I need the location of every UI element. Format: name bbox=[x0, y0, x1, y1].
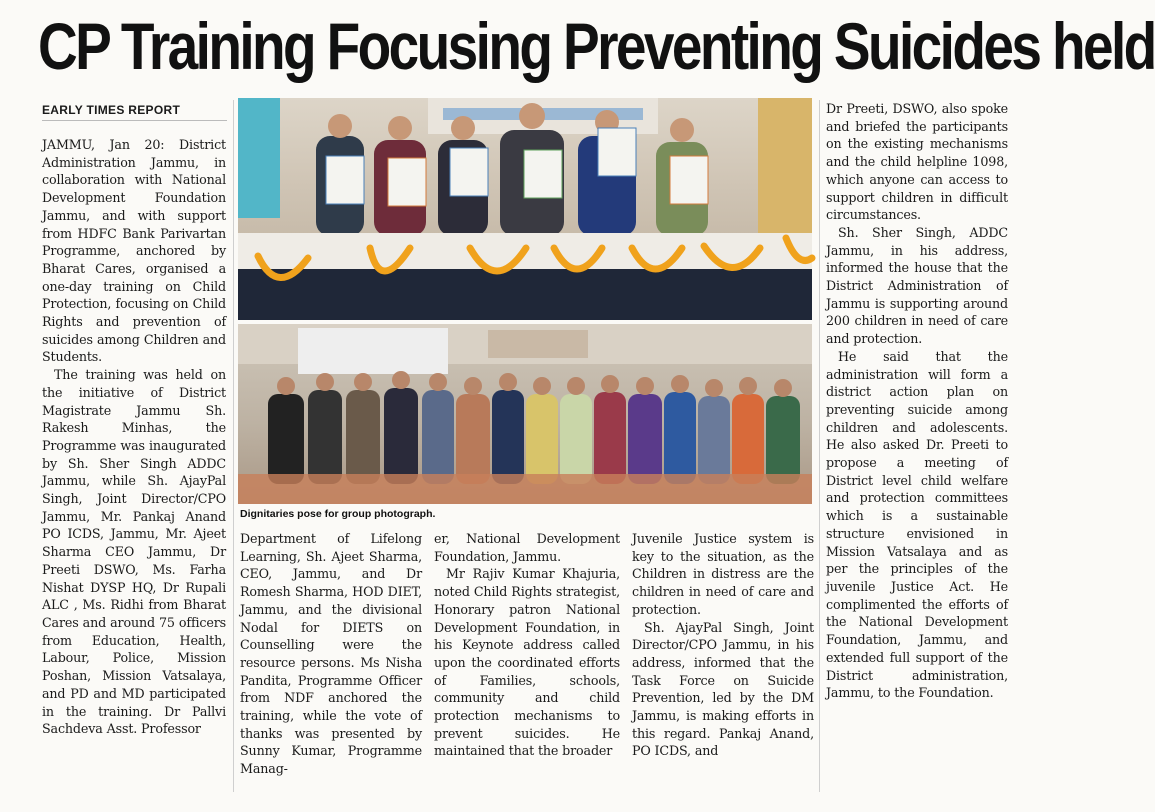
paragraph: er, National Development Foundation, Jammu. bbox=[434, 531, 620, 564]
group-photo-illustration bbox=[238, 324, 812, 504]
sofa-row bbox=[238, 474, 812, 504]
photo-block bbox=[238, 98, 812, 523]
paragraph: Mr Rajiv Kumar Khajuria, noted Child Rights strategist, Honorary patron National Development Foundation, in his Keynote address called upon the coordinated efforts of Families, schools, community and child protection mechanisms to prevent suicides. He maintained that the broader bbox=[434, 566, 620, 759]
article-column-5 bbox=[826, 100, 1008, 792]
paragraph: The training was held on the initiative of District Magistrate Jammu Sh. Rakesh Minhas, the Programme was inaugurated by Sh. Sher Singh ADDC Jammu, while Sh. AjayPal Singh, Joint Director/CPO Jammu, Mr. Pankaj Anand PO ICDS, Jammu, Mr. Ajeet Sharma CEO Jammu, Dr Preeti DSWO, Ms. Farha Nishat DYSP HQ, Dr Rupali ALC , Ms. Ridhi from Bharat Cares and around 75 officers from Education, Health, Labour, Police, Mission Poshan, Mission Vatsalaya, and PD and MD participated in the training. Dr Pallvi Sachdeva Asst. Professor bbox=[42, 367, 226, 737]
article-column-4 bbox=[632, 530, 814, 792]
stage-photo-illustration bbox=[238, 98, 812, 320]
projector-screen bbox=[238, 98, 280, 218]
crowd bbox=[268, 371, 800, 484]
paragraph: JAMMU, Jan 20: District Administration Jammu, in collaboration with National Development Foundation Jammu, and with support from HDFC Bank Parivartan Programme, anchored by Bharat Cares, organised a one-day training on Child Protection, focusing on Child Rights and prevention of suicides among Children and Students. bbox=[42, 137, 226, 365]
paragraph: Juvenile Justice system is key to the situation, as the Children in distress are the children in need of care and protection. bbox=[632, 531, 814, 617]
projector-screen bbox=[298, 328, 448, 374]
article-column-1 bbox=[42, 136, 226, 792]
paragraph: Sh. AjayPal Singh, Joint Director/CPO Jammu, in his address, informed that the Task Force on Suicide Prevention, led by the DM Jammu, is making efforts in this regard. Pankaj Anand, PO ICDS, and bbox=[632, 619, 814, 759]
paragraph: He said that the administration will form a district action plan on preventing suicide among children and adolescents. He also asked Dr. Preeti to propose a meeting of District level child welfare and protection committees which is a sustainable structure envisioned in Mission Vatsalaya and as per the principles of the juvenile Justice Act. He complimented the efforts of the National Development Foundation, Jammu, and extended full support of the District administration, Jammu, to the Foundation. bbox=[826, 348, 1008, 701]
column-divider bbox=[233, 100, 234, 792]
paragraph: Department of Lifelong Learning, Sh. Ajeet Sharma, CEO, Jammu, and Dr Romesh Sharma, HOD DIET, Jammu, and the divisional Nodal for DIETS on Counselling were the resource persons. Ms Nisha Pandita, Programme Officer from NDF anchored the training, while the vote of thanks was presented by Sunny Kumar, Programme Manag- bbox=[240, 531, 422, 777]
byline: EARLY TIMES REPORT bbox=[42, 103, 227, 121]
photo-caption: Dignitaries pose for group photograph. bbox=[238, 505, 814, 523]
column-divider bbox=[819, 100, 820, 792]
wall-panel bbox=[758, 98, 812, 238]
article-column-2 bbox=[240, 530, 422, 792]
table-skirt bbox=[238, 269, 812, 320]
banner bbox=[488, 330, 588, 358]
group-photo bbox=[238, 324, 812, 504]
article-column-3 bbox=[434, 530, 620, 792]
paragraph: Dr Preeti, DSWO, also spoke and briefed the participants on the existing mechanisms and the child helpline 1098, which anyone can access to support children in difficult circumstances. bbox=[826, 101, 1008, 223]
stage-photo bbox=[238, 98, 812, 320]
paragraph: Sh. Sher Singh, ADDC Jammu, in his address, informed the house that the District Administration of Jammu is supporting around 200 children in need of care and protection. bbox=[826, 224, 1008, 347]
headline: CP Training Focusing Preventing Suicides held bbox=[38, 8, 1155, 84]
